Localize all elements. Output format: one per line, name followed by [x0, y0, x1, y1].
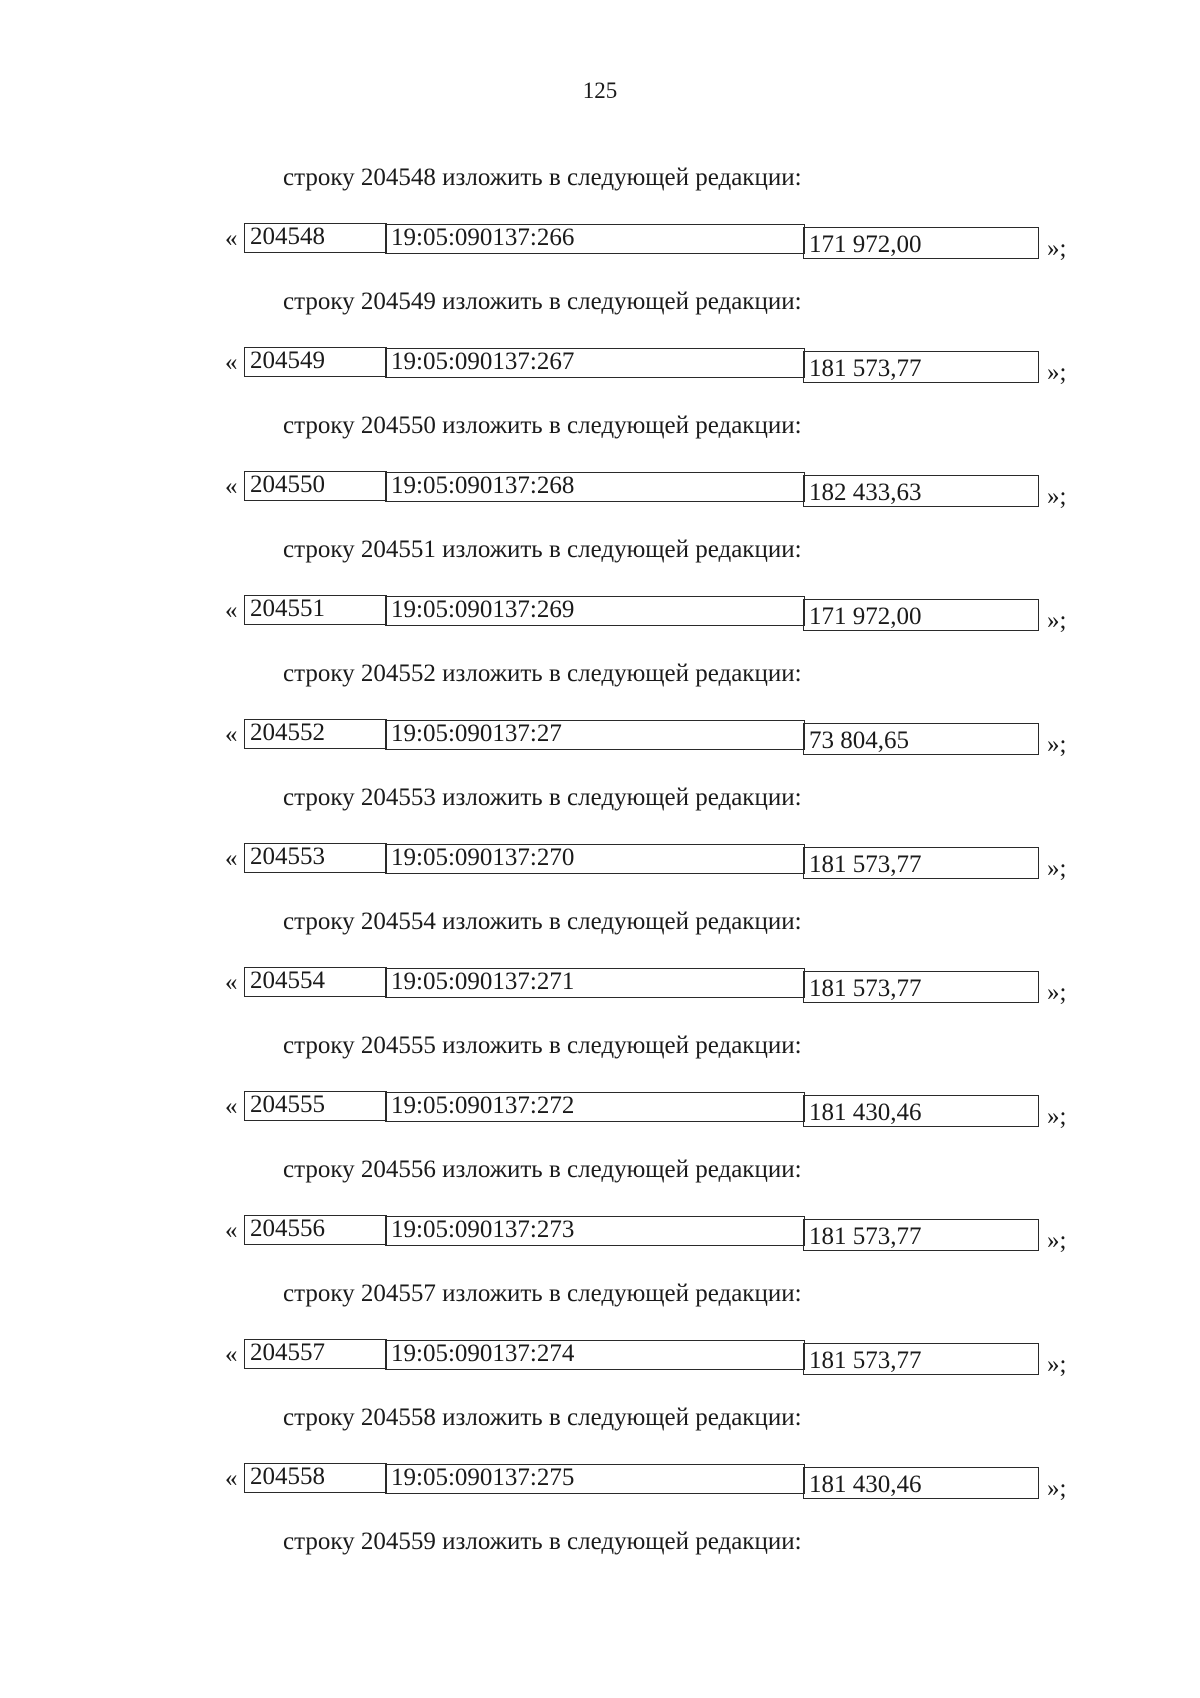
table-row	[225, 719, 1065, 757]
closing-quote: »;	[1047, 731, 1067, 758]
amendment-entry	[0, 532, 1200, 656]
row-number-cell: 204548	[244, 223, 387, 253]
amendment-entry	[0, 1028, 1200, 1152]
closing-quote: »;	[1047, 855, 1067, 882]
closing-quote: »;	[1047, 235, 1067, 262]
cadastral-number-cell: 19:05:090137:270	[385, 844, 805, 874]
row-number-cell: 204554	[244, 967, 387, 997]
cadastral-number-cell: 19:05:090137:275	[385, 1464, 805, 1494]
cadastral-value-cell: 182 433,63	[803, 475, 1039, 507]
amendment-instruction: строку 204548 изложить в следующей редакции:	[283, 164, 802, 191]
row-number-cell: 204550	[244, 471, 387, 501]
cadastral-number-cell: 19:05:090137:274	[385, 1340, 805, 1370]
closing-quote: »;	[1047, 1475, 1067, 1502]
amendment-entry	[0, 284, 1200, 408]
amendment-entry	[0, 1524, 1200, 1648]
opening-quote: «	[225, 597, 238, 624]
opening-quote: «	[225, 225, 238, 252]
opening-quote: «	[225, 349, 238, 376]
amendment-instruction: строку 204552 изложить в следующей редакции:	[283, 660, 802, 687]
table-row	[225, 223, 1065, 261]
amendment-instruction: строку 204558 изложить в следующей редакции:	[283, 1404, 802, 1431]
cadastral-number-cell: 19:05:090137:27	[385, 720, 805, 750]
table-row	[225, 1091, 1065, 1129]
cadastral-value-cell: 171 972,00	[803, 599, 1039, 631]
cadastral-value-cell: 181 573,77	[803, 971, 1039, 1003]
cadastral-value-cell: 181 430,46	[803, 1467, 1039, 1499]
closing-quote: »;	[1047, 1351, 1067, 1378]
cadastral-number-cell: 19:05:090137:266	[385, 224, 805, 254]
opening-quote: «	[225, 721, 238, 748]
row-number-cell: 204556	[244, 1215, 387, 1245]
amendment-instruction: строку 204555 изложить в следующей редакции:	[283, 1032, 802, 1059]
cadastral-number-cell: 19:05:090137:271	[385, 968, 805, 998]
table-row	[225, 595, 1065, 633]
closing-quote: »;	[1047, 359, 1067, 386]
closing-quote: »;	[1047, 483, 1067, 510]
amendment-entry	[0, 160, 1200, 284]
amendment-entry	[0, 1152, 1200, 1276]
cadastral-value-cell: 73 804,65	[803, 723, 1039, 755]
amendment-entry	[0, 780, 1200, 904]
opening-quote: «	[225, 969, 238, 996]
amendment-entry	[0, 656, 1200, 780]
table-row	[225, 843, 1065, 881]
cadastral-number-cell: 19:05:090137:268	[385, 472, 805, 502]
amendment-instruction: строку 204551 изложить в следующей редакции:	[283, 536, 802, 563]
page-number: 125	[582, 78, 618, 103]
cadastral-value-cell: 171 972,00	[803, 227, 1039, 259]
row-number-cell: 204551	[244, 595, 387, 625]
amendment-entry	[0, 1400, 1200, 1524]
closing-quote: »;	[1047, 1227, 1067, 1254]
closing-quote: »;	[1047, 607, 1067, 634]
cadastral-number-cell: 19:05:090137:267	[385, 348, 805, 378]
amendment-instruction: строку 204556 изложить в следующей редакции:	[283, 1156, 802, 1183]
opening-quote: «	[225, 1465, 238, 1492]
closing-quote: »;	[1047, 1103, 1067, 1130]
opening-quote: «	[225, 1341, 238, 1368]
amendment-list	[0, 160, 1200, 1648]
amendment-entry	[0, 904, 1200, 1028]
table-row	[225, 347, 1065, 385]
opening-quote: «	[225, 473, 238, 500]
row-number-cell: 204557	[244, 1339, 387, 1369]
cadastral-number-cell: 19:05:090137:273	[385, 1216, 805, 1246]
row-number-cell: 204555	[244, 1091, 387, 1121]
row-number-cell: 204549	[244, 347, 387, 377]
closing-quote: »;	[1047, 979, 1067, 1006]
opening-quote: «	[225, 1093, 238, 1120]
amendment-instruction: строку 204559 изложить в следующей редакции:	[283, 1528, 802, 1555]
row-number-cell: 204552	[244, 719, 387, 749]
table-row	[225, 471, 1065, 509]
cadastral-value-cell: 181 573,77	[803, 847, 1039, 879]
table-row	[225, 1339, 1065, 1377]
table-row	[225, 1215, 1065, 1253]
amendment-instruction: строку 204553 изложить в следующей редакции:	[283, 784, 802, 811]
cadastral-value-cell: 181 573,77	[803, 351, 1039, 383]
cadastral-value-cell: 181 573,77	[803, 1219, 1039, 1251]
amendment-instruction: строку 204550 изложить в следующей редакции:	[283, 412, 802, 439]
opening-quote: «	[225, 1217, 238, 1244]
row-number-cell: 204558	[244, 1463, 387, 1493]
amendment-instruction: строку 204549 изложить в следующей редакции:	[283, 288, 802, 315]
row-number-cell: 204553	[244, 843, 387, 873]
table-row	[225, 1463, 1065, 1501]
amendment-instruction: строку 204557 изложить в следующей редакции:	[283, 1280, 802, 1307]
cadastral-number-cell: 19:05:090137:269	[385, 596, 805, 626]
table-row	[225, 967, 1065, 1005]
cadastral-value-cell: 181 573,77	[803, 1343, 1039, 1375]
amendment-instruction: строку 204554 изложить в следующей редакции:	[283, 908, 802, 935]
cadastral-number-cell: 19:05:090137:272	[385, 1092, 805, 1122]
cadastral-value-cell: 181 430,46	[803, 1095, 1039, 1127]
amendment-entry	[0, 1276, 1200, 1400]
amendment-entry	[0, 408, 1200, 532]
opening-quote: «	[225, 845, 238, 872]
